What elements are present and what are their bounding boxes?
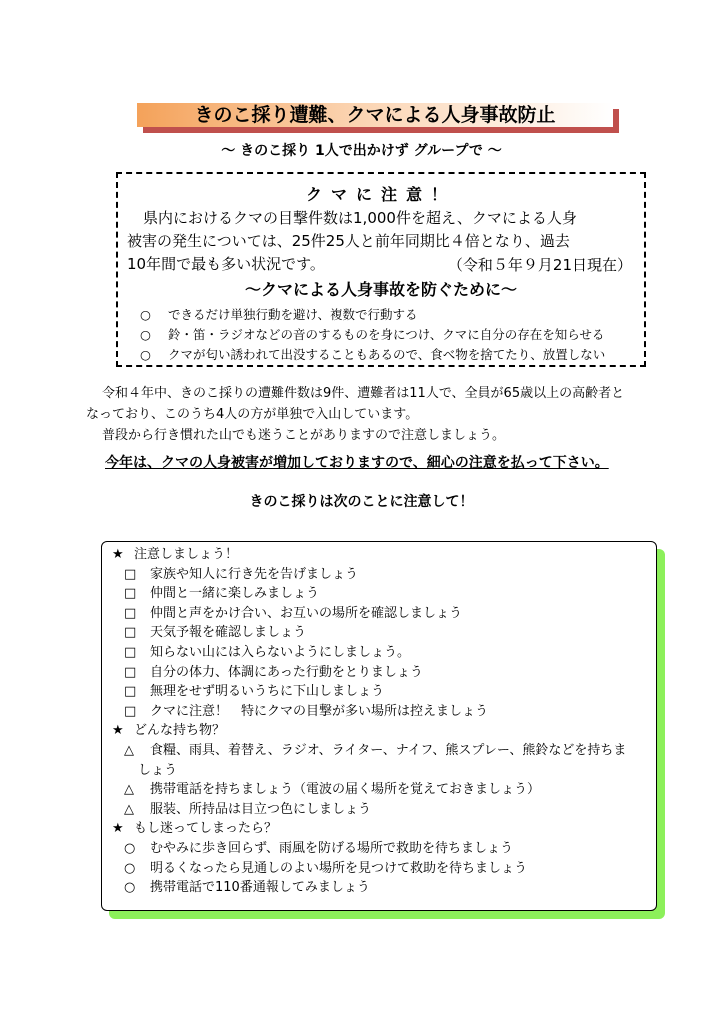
checklist-item-text: 携帯電話で110番通報してみましょう	[150, 880, 370, 896]
triangle-icon: △	[124, 782, 134, 798]
checklist-item-text: 携帯電話を持ちましょう（電波の届く場所を覚えておきましょう）	[150, 782, 541, 798]
checklist-item	[112, 682, 652, 702]
list-item-text: クマが匂い誘われて出没することもあるので、食べ物を捨てたり、放置しない	[168, 347, 606, 362]
prevention-heading: ～クマによる人身事故を防ぐために～	[244, 280, 517, 299]
list-item-text: 鈴・笛・ラジオなどの音のするものを身につけ、クマに自分の存在を知らせる	[168, 327, 605, 342]
subtitle: ～ きのこ採り 1人で出かけず グループで ～	[221, 143, 502, 159]
checkbox-icon: □	[124, 703, 137, 719]
paragraph-line: 令和４年中、きのこ採りの遭難件数は9件、遭難者は11人で、全員が65歳以上の高齢者と	[102, 386, 625, 401]
checklist-item	[112, 878, 652, 898]
star-icon: ★	[112, 547, 124, 562]
checkbox-icon: □	[124, 586, 137, 602]
prevention-list	[140, 305, 605, 365]
checklist-item-text: 家族や知人に行き先を告げましょう	[150, 566, 359, 582]
list-item	[140, 345, 605, 365]
date-note: （令和５年９月21日現在）	[447, 256, 632, 274]
checklist-box	[101, 541, 657, 911]
page-title: きのこ採り遭難、クマによる人身事故防止	[137, 103, 613, 127]
checkbox-icon: □	[124, 625, 137, 641]
checklist-item-continuation: しょう	[138, 762, 178, 778]
list-item	[140, 325, 605, 345]
circle-marker-icon: ○	[140, 347, 151, 362]
checklist-item	[112, 859, 652, 879]
section-heading	[112, 721, 652, 741]
checklist-item-text: 天気予報を確認しましょう	[150, 625, 307, 641]
circle-icon: ○	[124, 880, 136, 896]
checkbox-icon: □	[124, 664, 137, 680]
checklist-item-text: 仲間と一緒に楽しみましょう	[150, 586, 320, 602]
statistics-paragraph	[88, 383, 688, 446]
checklist-item	[112, 839, 652, 859]
checklist-item-text: 無理をせず明るいうちに下山しましょう	[150, 684, 385, 700]
section-heading-text: 注意しましょう！	[134, 547, 239, 562]
checklist-item	[112, 604, 652, 624]
circle-icon: ○	[124, 860, 136, 876]
title-banner	[137, 103, 619, 133]
checklist-item-text: 自分の体力、体調にあった行動をとりましょう	[150, 664, 423, 680]
triangle-icon: △	[124, 801, 134, 817]
checklist-item	[112, 702, 652, 722]
notice-line: 県内におけるクマの目撃件数は1,000件を超え、クマによる人身	[143, 209, 577, 227]
bear-notice-box	[116, 172, 646, 367]
checklist-item-text: むやみに歩き回らず、雨風を防げる場所で救助を待ちましょう	[150, 840, 513, 856]
warning-text: 今年は、クマの人身被害が増加しておりますので、細心の注意を払って下さい。	[105, 455, 609, 471]
checklist-item-text: 食糧、雨具、着替え、ラジオ、ライター、ナイフ、熊スプレー、熊鈴などを持ちま	[150, 742, 627, 758]
star-icon: ★	[112, 821, 124, 837]
section-heading	[112, 819, 652, 839]
checklist-item	[112, 741, 652, 761]
circle-icon: ○	[124, 840, 136, 856]
section-heading-text: もし迷ってしまったら？	[134, 821, 278, 837]
section-heading-text: どんな持ち物？	[134, 723, 226, 739]
paragraph-line: なっており、このうち4人の方が単独で入山しています。	[86, 407, 419, 422]
checkbox-icon: □	[124, 684, 137, 700]
checklist-item	[112, 565, 652, 585]
paragraph-line: 普段から行き慣れた山でも迷うことがありますので注意しましょう。	[102, 428, 506, 443]
checklist-item-text: クマに注意！ 特にクマの目撃が多い場所は控えましょう	[150, 703, 489, 719]
checklist	[112, 545, 652, 898]
checklist-item-text: 服装、所持品は目立つ色にしましょう	[150, 801, 372, 817]
notice-line: 被害の発生については、25件25人と前年同期比４倍となり、過去	[127, 232, 570, 250]
checklist-item-text: 明るくなったら見通しのよい場所を見つけて救助を待ちましょう	[150, 860, 528, 876]
checklist-item	[112, 643, 652, 663]
checklist-item-text: 知らない山には入らないようにしましょう。	[150, 644, 411, 660]
triangle-icon: △	[124, 742, 134, 758]
notice-line: 10年間で最も多い状況です。	[127, 255, 325, 273]
star-icon: ★	[112, 723, 124, 739]
list-item	[140, 305, 605, 325]
checklist-item	[112, 623, 652, 643]
checkbox-icon: □	[124, 644, 137, 660]
checklist-item	[112, 584, 652, 604]
checklist-item	[112, 780, 652, 800]
section-heading	[112, 545, 652, 565]
notice-heading: クマに注意！	[305, 185, 456, 204]
circle-marker-icon: ○	[140, 307, 151, 322]
checklist-item	[112, 800, 652, 820]
checkbox-icon: □	[124, 566, 137, 582]
circle-marker-icon: ○	[140, 327, 151, 342]
checklist-item	[112, 663, 652, 683]
checklist-item-text: 仲間と声をかけ合い、お互いの場所を確認しましょう	[150, 605, 463, 621]
care-heading: きのこ採りは次のことに注意して！	[249, 494, 474, 510]
checkbox-icon: □	[124, 605, 137, 621]
list-item-text: できるだけ単独行動を避け、複数で行動する	[168, 307, 418, 322]
